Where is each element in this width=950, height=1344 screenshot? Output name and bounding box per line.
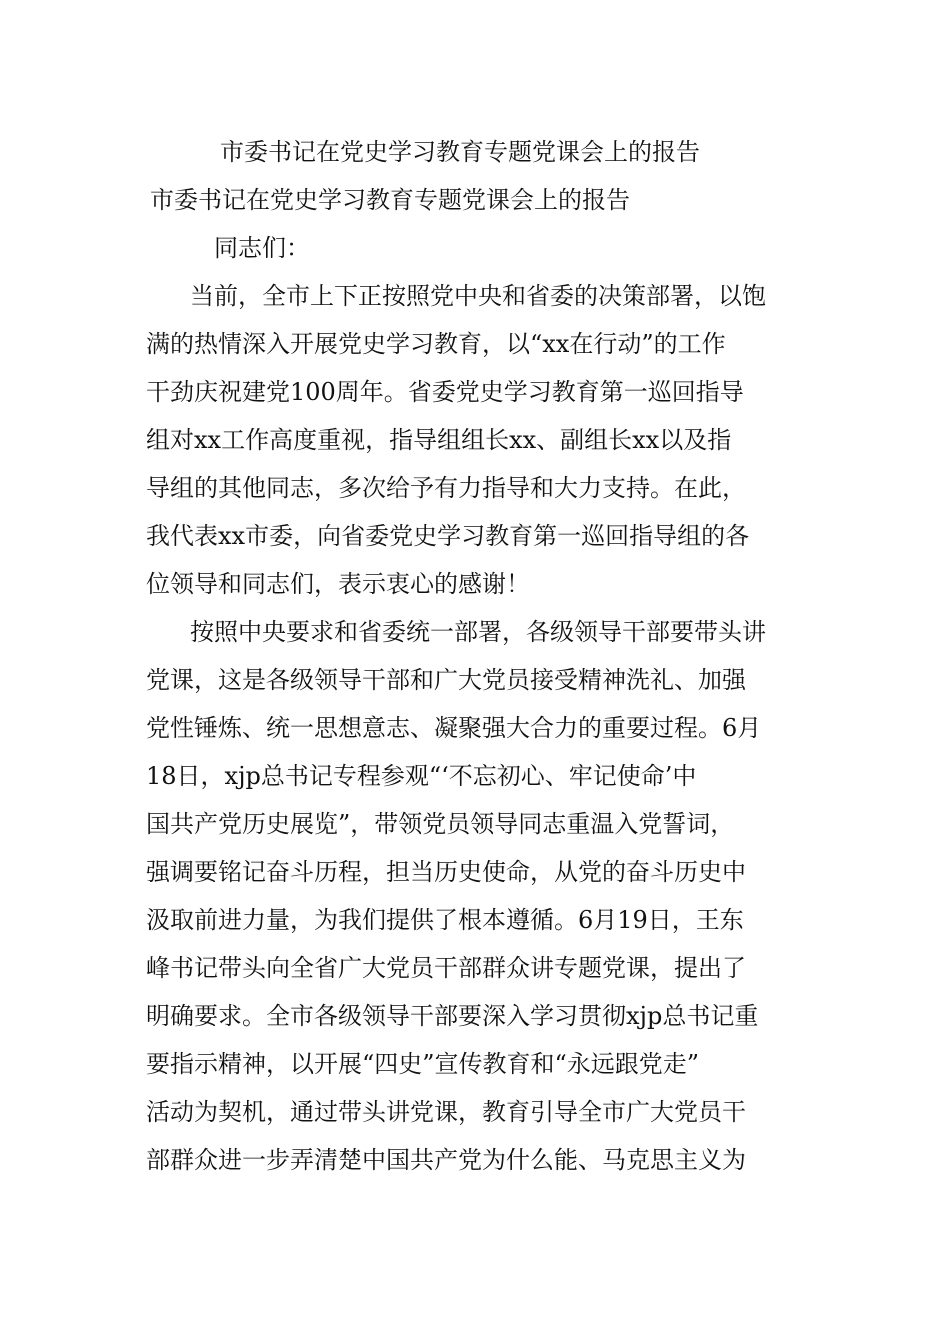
paragraph-line: 当前，全市上下正按照党中央和省委的决策部署，以饱 — [190, 282, 766, 310]
paragraph-line: 组对xx工作高度重视，指导组组长xx、副组长xx以及指 — [146, 426, 732, 454]
paragraph-line: 党性锤炼、统一思想意志、凝聚强大合力的重要过程。6月 — [146, 714, 762, 742]
document-title: 市委书记在党史学习教育专题党课会上的报告 — [220, 138, 700, 166]
salutation: 同志们： — [214, 234, 310, 262]
paragraph-line: 导组的其他同志，多次给予有力指导和大力支持。在此， — [146, 474, 746, 502]
paragraph-line: 活动为契机，通过带头讲党课，教育引导全市广大党员干 — [146, 1098, 746, 1126]
paragraph-line: 要指示精神，以开展“四史”宣传教育和“永远跟党走” — [146, 1050, 700, 1078]
paragraph-line: 我代表xx市委，向省委党史学习教育第一巡回指导组的各 — [146, 522, 750, 550]
paragraph-line: 18日，xjp总书记专程参观“‘不忘初心、牢记使命’中 — [146, 762, 697, 790]
paragraph-line: 汲取前进力量，为我们提供了根本遵循。6月19日，王东 — [146, 906, 744, 934]
paragraph-line: 按照中央要求和省委统一部署，各级领导干部要带头讲 — [190, 618, 766, 646]
paragraph-line: 明确要求。全市各级领导干部要深入学习贯彻xjp总书记重 — [146, 1002, 759, 1030]
paragraph-line: 国共产党历史展览”，带领党员领导同志重温入党誓词， — [146, 810, 735, 838]
paragraph-line: 位领导和同志们，表示衷心的感谢！ — [146, 570, 530, 598]
paragraph-line: 强调要铭记奋斗历程，担当历史使命，从党的奋斗历史中 — [146, 858, 746, 886]
document-subtitle: 市委书记在党史学习教育专题党课会上的报告 — [150, 186, 630, 214]
paragraph-line: 部群众进一步弄清楚中国共产党为什么能、马克思主义为 — [146, 1146, 746, 1174]
paragraph-line: 党课，这是各级领导干部和广大党员接受精神洗礼、加强 — [146, 666, 746, 694]
paragraph-line: 峰书记带头向全省广大党员干部群众讲专题党课，提出了 — [146, 954, 746, 982]
paragraph-line: 干劲庆祝建党100周年。省委党史学习教育第一巡回指导 — [146, 378, 744, 406]
paragraph-line: 满的热情深入开展党史学习教育，以“xx在行动”的工作 — [146, 330, 726, 358]
